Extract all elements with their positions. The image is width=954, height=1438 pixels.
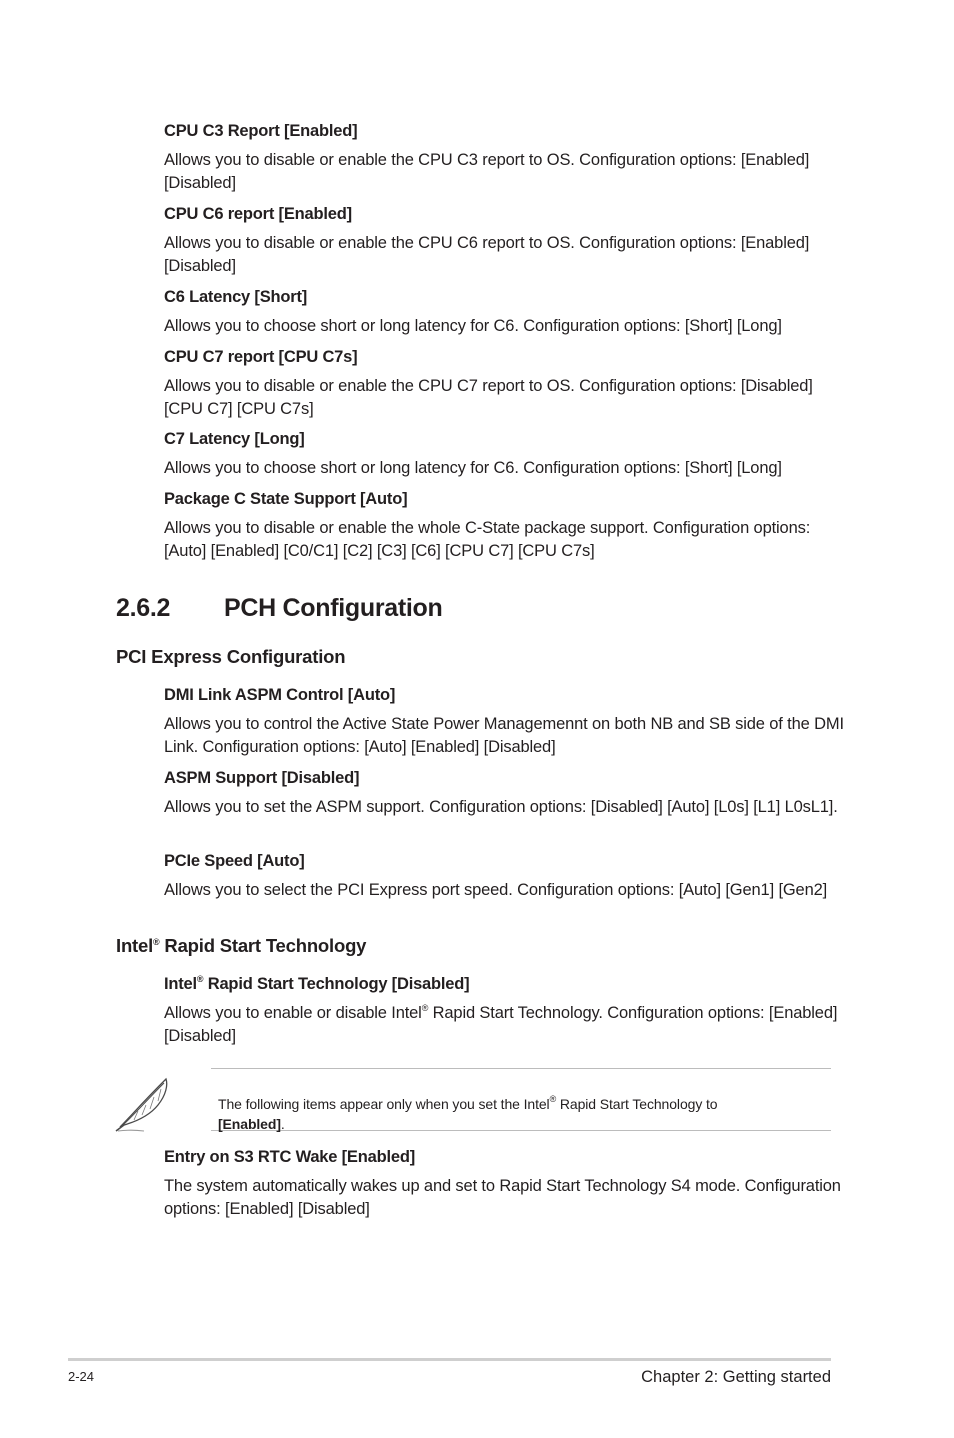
item-title-dmi-link-aspm: DMI Link ASPM Control [Auto] (164, 686, 396, 704)
item-desc-package-c-state: Allows you to disable or enable the whole C-State package support. Configuration options: [Auto] [Enabled] [C0/C1] [C2] [C3] [C6] [CPU C7] [CPU C7s] (164, 519, 811, 560)
section-title: PCH Configuration (224, 594, 443, 622)
item-title-rapid-start: Intel® Rapid Start Technology [Disabled] (164, 974, 470, 993)
footer-rule (68, 1358, 831, 1361)
page-number: 2-24 (68, 1369, 95, 1384)
subsection-pci-express: PCI Express Configuration (116, 646, 346, 667)
item-title-c7-latency: C7 Latency [Long] (164, 430, 305, 448)
note-text: The following items appear only when you set the Intel® Rapid Start Technology to [Enabled]. (218, 1094, 718, 1132)
chapter-label: Chapter 2: Getting started (641, 1368, 831, 1386)
item-title-c6-latency: C6 Latency [Short] (164, 288, 308, 306)
item-desc-cpu-c3-report: Allows you to disable or enable the CPU C3 report to OS. Configuration options: [Enabled] [Disabled] (164, 151, 810, 192)
item-desc-pcie-speed: Allows you to select the PCI Express port speed. Configuration options: [Auto] [Gen1] [Gen2] (164, 881, 828, 899)
item-title-s3-rtc-wake: Entry on S3 RTC Wake [Enabled] (164, 1148, 416, 1166)
section-number: 2.6.2 (116, 594, 171, 622)
note-bold-value: [Enabled] (218, 1116, 281, 1132)
item-title-cpu-c7-report: CPU C7 report [CPU C7s] (164, 348, 358, 366)
registered-mark: ® (421, 1003, 429, 1013)
item-desc-c7-latency: Allows you to choose short or long latency for C6. Configuration options: [Short] [Long] (164, 459, 782, 477)
item-desc-cpu-c6-report: Allows you to disable or enable the CPU C6 report to OS. Configuration options: [Enabled] [Disabled] (164, 234, 810, 275)
item-desc-c6-latency: Allows you to choose short or long latency for C6. Configuration options: [Short] [Long] (164, 317, 782, 335)
registered-mark: ® (196, 974, 204, 984)
subsection-rapid-start: Intel® Rapid Start Technology (116, 935, 367, 956)
quill-pen-icon (114, 1075, 174, 1133)
item-desc-rapid-start: Allows you to enable or disable Intel® Rapid Start Technology. Configuration options: [Enabled] [Disabled] (164, 1003, 838, 1045)
item-desc-aspm-support: Allows you to set the ASPM support. Configuration options: [Disabled] [Auto] [L0s] [L1] L0sL1]. (164, 798, 838, 816)
item-desc-dmi-link-aspm: Allows you to control the Active State Power Managemennt on both NB and SB side of the DMI Link. Configuration options: [Auto] [Enabled] [Disabled] (164, 715, 844, 756)
item-title-cpu-c3-report: CPU C3 Report [Enabled] (164, 122, 358, 140)
section-heading (116, 593, 442, 623)
item-title-cpu-c6-report: CPU C6 report [Enabled] (164, 205, 352, 223)
registered-mark: ® (549, 1094, 557, 1104)
item-title-package-c-state: Package C State Support [Auto] (164, 490, 408, 508)
item-desc-s3-rtc-wake: The system automatically wakes up and set to Rapid Start Technology S4 mode. Configuration options: [Enabled] [Disabled] (164, 1177, 841, 1218)
note-box (211, 1068, 831, 1131)
item-title-aspm-support: ASPM Support [Disabled] (164, 769, 360, 787)
item-desc-cpu-c7-report: Allows you to disable or enable the CPU C7 report to OS. Configuration options: [Disabled] [CPU C7] [CPU C7s] (164, 377, 813, 418)
item-title-pcie-speed: PCIe Speed [Auto] (164, 852, 305, 870)
registered-mark: ® (153, 937, 160, 947)
